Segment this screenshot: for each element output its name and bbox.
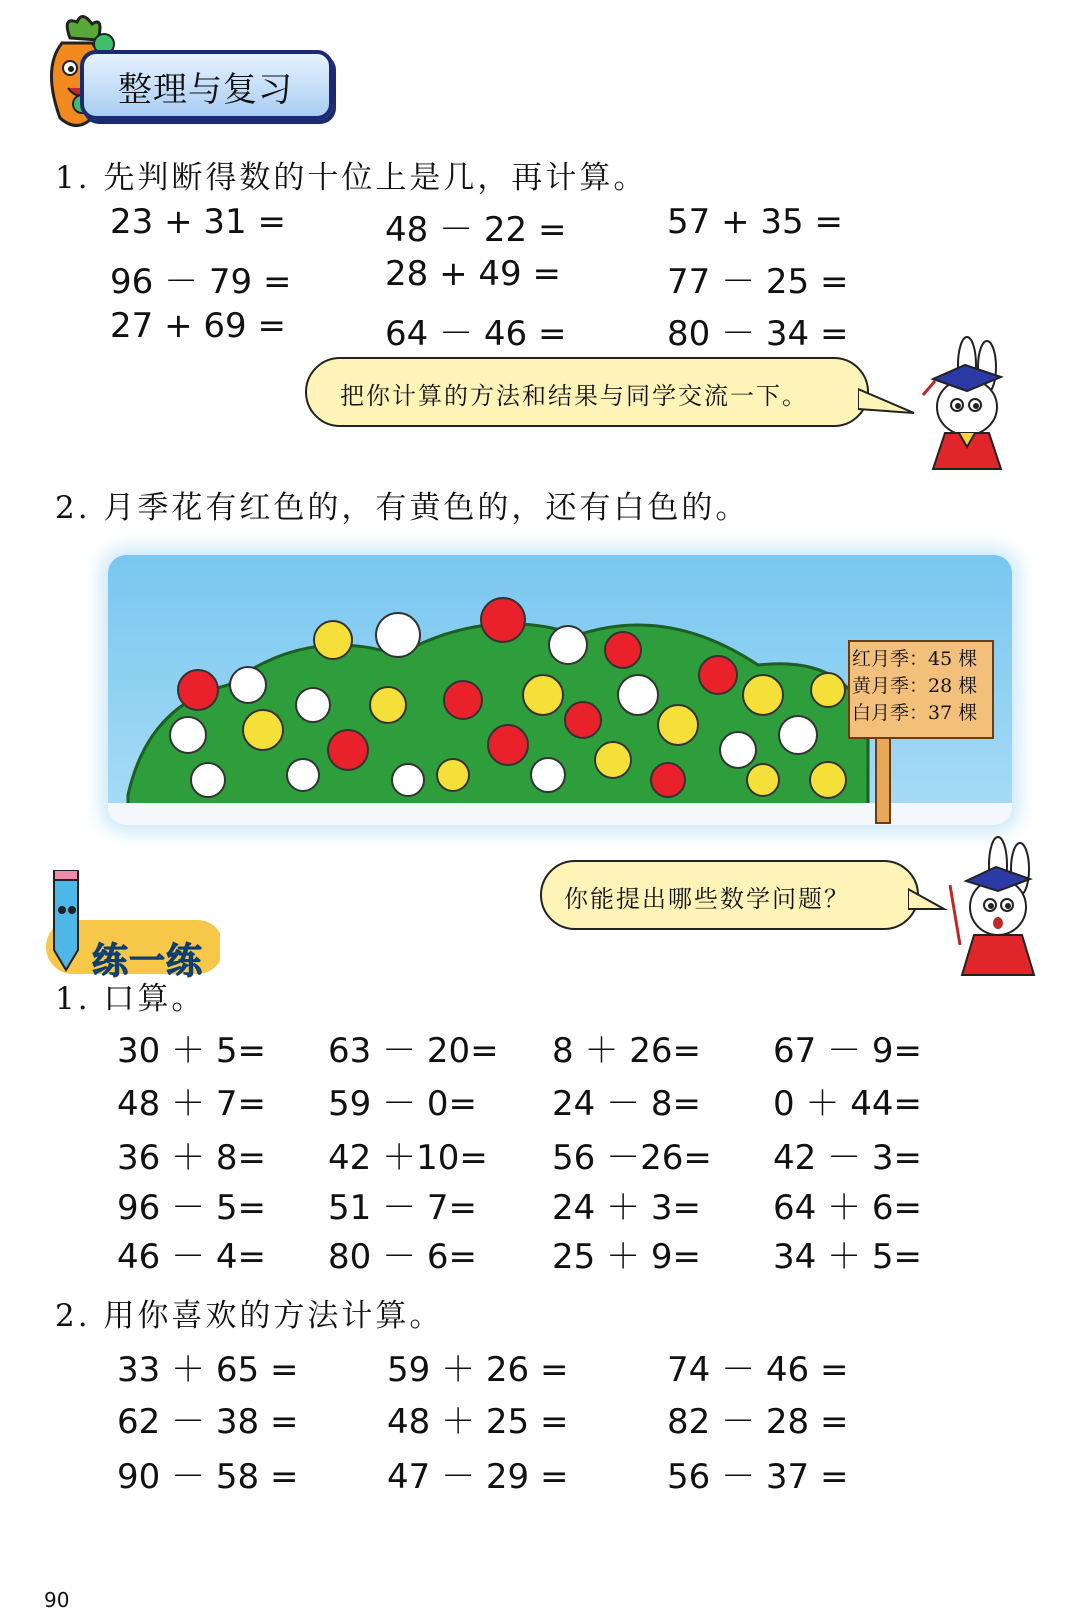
question-2-heading: 2. 月季花有红色的，有黄色的，还有白色的。 (55, 490, 750, 526)
equation: 67 － 9= (773, 1031, 922, 1071)
equation: 42 － 3= (773, 1138, 922, 1178)
equation: 48 ＋ 7= (117, 1084, 266, 1124)
page-title: 整理与复习 (118, 70, 293, 110)
equation: 59 ＋ 26 = (387, 1350, 569, 1390)
equation: 27 + 69 = (110, 306, 286, 346)
equation: 8 ＋ 26= (552, 1031, 701, 1071)
practice-q2-heading: 2. 用你喜欢的方法计算。 (55, 1298, 444, 1334)
rabbit-mascot-icon (905, 335, 1015, 475)
bubble-text: 你能提出哪些数学问题？ (564, 885, 850, 913)
equation: 25 ＋ 9= (552, 1237, 701, 1277)
equation: 80 － 34 = (667, 314, 849, 354)
equation: 33 ＋ 65 = (117, 1350, 299, 1390)
equation: 56 － 37 = (667, 1457, 849, 1497)
equation: 96 － 79 = (110, 262, 292, 302)
equation: 0 ＋ 44= (773, 1084, 922, 1124)
practice-q1-heading: 1. 口算。 (55, 981, 206, 1017)
equation: 57 + 35 = (667, 202, 843, 242)
equation: 51 － 7= (328, 1188, 477, 1228)
equation: 62 － 38 = (117, 1402, 299, 1442)
equation: 30 ＋ 5= (117, 1031, 266, 1071)
equation: 74 － 46 = (667, 1350, 849, 1390)
equation: 42 ＋10= (328, 1138, 488, 1178)
equation: 80 － 6= (328, 1237, 477, 1277)
equation: 46 － 4= (117, 1237, 266, 1277)
equation: 59 － 0= (328, 1084, 477, 1124)
bubble-text: 把你计算的方法和结果与同学交流一下。 (340, 382, 808, 410)
sign-line-white: 白月季：37 棵 (852, 702, 978, 724)
equation: 90 － 58 = (117, 1457, 299, 1497)
page-number: 90 (44, 1588, 70, 1612)
equation: 64 ＋ 6= (773, 1188, 922, 1228)
equation: 48 ＋ 25 = (387, 1402, 569, 1442)
equation: 63 － 20= (328, 1031, 499, 1071)
equation: 96 － 5= (117, 1188, 266, 1228)
equation: 36 ＋ 8= (117, 1138, 266, 1178)
equation: 64 － 46 = (385, 314, 567, 354)
question-1-heading: 1. 先判断得数的十位上是几，再计算。 (55, 160, 648, 196)
equation: 28 + 49 = (385, 254, 561, 294)
equation: 47 － 29 = (387, 1457, 569, 1497)
rabbit-mascot-icon (940, 835, 1050, 985)
equation: 24 ＋ 3= (552, 1188, 701, 1228)
equation: 77 － 25 = (667, 262, 849, 302)
practice-label: 练一练 (92, 940, 204, 982)
equation: 48 － 22 = (385, 210, 567, 250)
equation: 24 － 8= (552, 1084, 701, 1124)
sign-line-yellow: 黄月季：28 棵 (852, 675, 978, 697)
equation: 23 + 31 = (110, 202, 286, 242)
equation: 56 －26= (552, 1138, 712, 1178)
sign-line-red: 红月季：45 棵 (852, 648, 978, 670)
equation: 82 － 28 = (667, 1402, 849, 1442)
equation: 34 ＋ 5= (773, 1237, 922, 1277)
